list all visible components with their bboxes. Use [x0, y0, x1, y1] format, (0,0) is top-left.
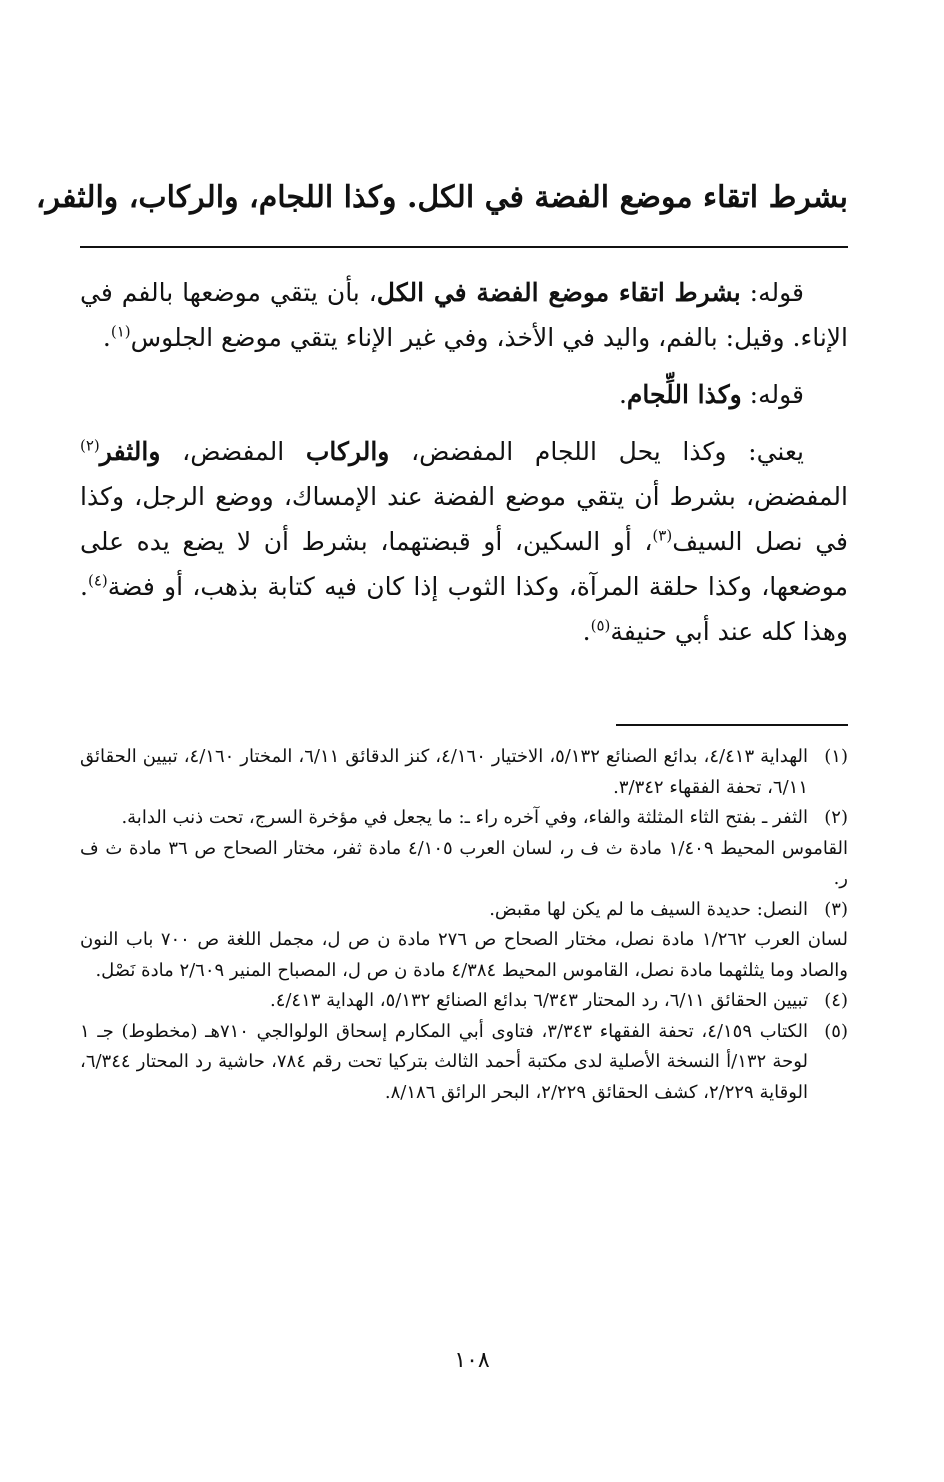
qawluh-label: قوله:	[741, 380, 804, 409]
footnote-2	[80, 803, 848, 834]
footnote-number: (٣)	[824, 898, 848, 920]
quoted-matn: وكذا اللِّجام	[626, 380, 742, 409]
footnote-ref-4: (٤)	[87, 571, 108, 590]
quoted-matn: والثفر	[99, 437, 161, 466]
footnote-text: الهداية ٤/٤١٣، بدائع الصنائع ٥/١٣٢، الاختيار ٤/١٦٠، كنز الدقائق ٦/١١، المختار ٤/١٦٠، تبيين الحقائق ٦/١١، تحفة الفقهاء ٣/٣٤٢.	[80, 746, 809, 798]
page-number: ١٠٨	[454, 1348, 490, 1373]
commentary	[80, 270, 848, 666]
commentary-paragraph-3	[80, 429, 848, 654]
footnote-5	[80, 1017, 848, 1109]
commentary-paragraph-1	[80, 270, 848, 360]
footnote-ref-1: (١)	[110, 322, 131, 341]
matn-heading: بشرط اتقاء موضع الفضة في الكل. وكذا اللجام، والركاب، والثفر،	[35, 180, 848, 215]
footnote-ref-2: (٢)	[80, 436, 100, 455]
footnote-3	[80, 895, 848, 926]
commentary-text: .	[618, 380, 627, 409]
footnote-number: (١)	[824, 746, 848, 767]
commentary-text: المفضض، بشرط أن يتقي موضع الفضة عند الإمساك، ووضع الرجل، وكذا في نصل السيف	[80, 482, 848, 556]
commentary-text: .	[102, 323, 111, 352]
footnote-4	[80, 986, 848, 1017]
commentary-text: .	[582, 617, 591, 646]
quoted-matn: بشرط اتقاء موضع الفضة في الكل	[376, 278, 741, 307]
heading-divider	[80, 246, 848, 248]
commentary-text: . وهذا كله عند أبي حنيفة	[80, 572, 848, 646]
footnotes-divider	[616, 724, 848, 726]
qawluh-label: قوله:	[740, 278, 804, 307]
footnote-text: تبيين الحقائق ٦/١١، رد المحتار ٦/٣٤٣ بدائع الصنائع ٥/١٣٢، الهداية ٤/٤١٣.	[269, 990, 808, 1011]
footnote-number: (٥)	[824, 1020, 848, 1042]
footnote-ref-5: (٥)	[590, 616, 611, 635]
commentary-text: ، أو السكين، أو قبضتهما، بشرط أن لا يضع يده على موضعها، وكذا حلقة المرآة، وكذا الثوب إذا كان فيه كتابة بذهب، أو فضة	[80, 527, 848, 601]
commentary-text: المفضض،	[160, 437, 306, 466]
footnote-2-sources: القاموس المحيط ١/٤٠٩ مادة ث ف ر، لسان العرب ٤/١٠٥ مادة ثفر، مختار الصحاح ص ٣٦ مادة ث ف ر.	[80, 837, 848, 889]
commentary-paragraph-2	[80, 372, 848, 417]
footnote-number: (٤)	[824, 990, 848, 1011]
footnote-text: الكتاب ٤/١٥٩، تحفة الفقهاء ٣/٣٤٣، فتاوى أبي المكارم إسحاق الولوالجي ٧١٠هـ (مخطوط) جـ ١ لوحة ١٣٢/أ النسخة الأصلية لدى مكتبة أحمد الثالث بتركيا تحت رقم ٧٨٤، حاشية رد المحتار ٦/٣٤٤، الوقاية ٢/٢٢٩، كشف الحقائق ٢/٢٢٩، البحر الرائق ٨/١٨٦.	[80, 1020, 808, 1103]
commentary-text: ، بأن يتقي موضعها بالفم في الإناء. وقيل: بالفم، واليد في الأخذ، وفي غير الإناء يتقي موضع الجلوس	[80, 278, 848, 352]
footnote-1	[80, 742, 848, 803]
quoted-matn: والركاب	[305, 437, 390, 466]
footnotes	[80, 742, 848, 1108]
footnote-text: النصل: حديدة السيف ما لم يكن لها مقبض.	[489, 898, 808, 920]
commentary-text: يعني: وكذا يحل اللجام المفضض،	[389, 437, 804, 466]
footnote-ref-3: (٣)	[652, 526, 673, 545]
footnote-number: (٢)	[824, 807, 848, 828]
footnote-text: الثفر ـ بفتح الثاء المثلثة والفاء، وفي آخره راء ـ: ما يجعل في مؤخرة السرج، تحت ذنب الدابة.	[121, 807, 808, 828]
footnote-3-sources: لسان العرب ١/٢٦٢ مادة نصل، مختار الصحاح ص ٢٧٦ مادة ن ص ل، مجمل اللغة ص ٧٠٠ باب النون والصاد وما يثلثهما مادة نصل، القاموس المحيط ٤/٣٨٤ مادة ن ص ل، المصباح المنير ٢/٦٠٩ مادة نَصْل.	[80, 929, 848, 981]
